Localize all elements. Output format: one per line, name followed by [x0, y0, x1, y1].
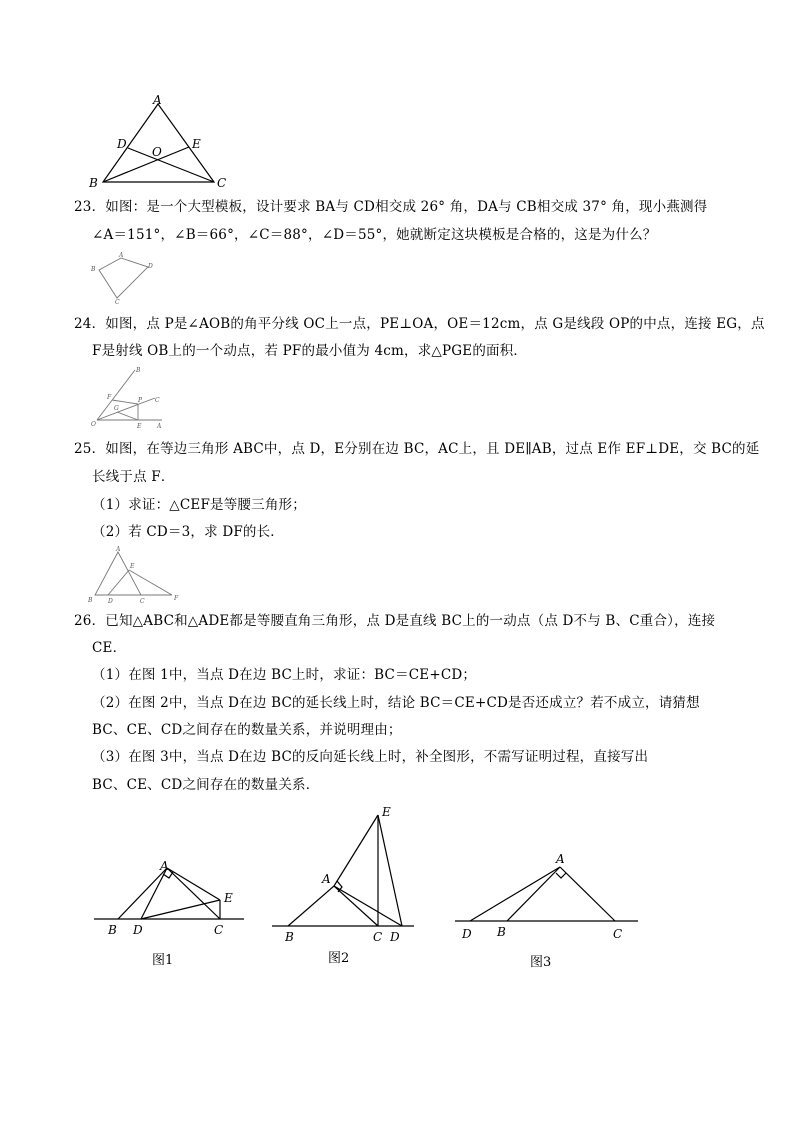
label-A: A [119, 252, 124, 259]
label-F: F [174, 595, 179, 602]
label-E: E [382, 805, 391, 819]
label-D: D [148, 263, 153, 270]
label-F: F [107, 394, 112, 401]
label-B: B [136, 367, 141, 374]
right-angle-mark [556, 873, 566, 878]
figure-1-caption: 图1 [152, 953, 174, 968]
label-D: D [462, 927, 472, 941]
label-A: A [322, 872, 331, 886]
label-D: D [390, 930, 400, 944]
label-E: E [130, 563, 135, 570]
label-E: E [192, 137, 201, 151]
q23-text-line2: ∠A＝151°，∠B＝66°，∠C＝88°，∠D＝55°，她就断定这块模板是合格的，这是为什么？ [92, 227, 657, 243]
figure-2-caption: 图2 [328, 951, 350, 966]
label-A: A [160, 859, 169, 873]
q25-part2: （2）若 CD＝3，求 DF的长． [92, 524, 285, 540]
label-B: B [285, 930, 294, 944]
q26-part2b: BC、CE、CD之间存在的数量关系，并说明理由； [92, 722, 402, 738]
label-E: E [224, 891, 233, 905]
label-C: C [373, 930, 383, 944]
q23-text-line1: 23．如图：是一个大型模板，设计要求 BA与 CD相交成 26° 角，DA与 CB相交成 37° 角，现小燕测得 [74, 199, 708, 215]
label-D: D [133, 923, 143, 937]
label-C: C [115, 299, 120, 306]
figure-3-caption: 图3 [530, 955, 552, 970]
label-C: C [214, 923, 224, 937]
label-B: B [91, 266, 96, 273]
label-C: C [217, 176, 227, 190]
label-A: A [157, 423, 162, 430]
q26-part2a: （2）在图 2中，当点 D在边 BC的延长线上时，结论 BC＝CE+CD是否还成立？若不成立，请猜想 [92, 695, 700, 711]
q24-text-line2: F是射线 OB上的一个动点，若 PF的最小值为 4cm，求△PGE的面积． [92, 343, 528, 359]
label-O: O [152, 145, 162, 159]
q26-part1: （1）在图 1中，当点 D在边 BC上时，求证：BC＝CE+CD； [92, 667, 477, 683]
label-A: A [556, 852, 565, 866]
label-D: D [117, 137, 127, 151]
label-D: D [108, 598, 113, 605]
label-B: B [89, 176, 98, 190]
label-A: A [153, 93, 162, 107]
q26-text-line2: CE． [92, 640, 127, 656]
label-O: O [91, 421, 96, 428]
q26-part3b: BC、CE、CD之间存在的数量关系． [92, 777, 320, 793]
label-G: G [114, 405, 119, 412]
label-P: P [138, 397, 143, 404]
q26-text-line1: 26．已知△ABC和△ADE都是等腰直角三角形，点 D是直线 BC上的一动点（点 D不与 B、C重合），连接 [74, 613, 716, 629]
label-C: C [140, 598, 145, 605]
q25-text-line1: 25．如图，在等边三角形 ABC中，点 D，E分别在边 BC，AC上，且 DE∥AB，过点 E作 EF⊥DE，交 BC的延 [74, 441, 760, 457]
label-C: C [155, 397, 160, 404]
label-B: B [88, 597, 93, 604]
label-A: A [116, 546, 121, 553]
q25-part1: （1）求证：△CEF是等腰三角形； [92, 497, 306, 513]
segment-ac [560, 867, 615, 921]
label-B: B [497, 925, 506, 939]
q26-part3a: （3）在图 3中，当点 D在边 BC的反向延长线上时，补全图形，不需写证明过程，直接写出 [92, 749, 649, 765]
q25-text-line2: 长线于点 F． [92, 469, 175, 485]
label-E: E [137, 423, 142, 430]
label-C: C [613, 927, 623, 941]
label-B: B [108, 923, 117, 937]
q24-text-line1: 24．如图，点 P是∠AOB的角平分线 OC上一点，PE⊥OA，OE＝12cm，点 G是线段 OP的中点，连接 EG，点 [74, 316, 765, 332]
